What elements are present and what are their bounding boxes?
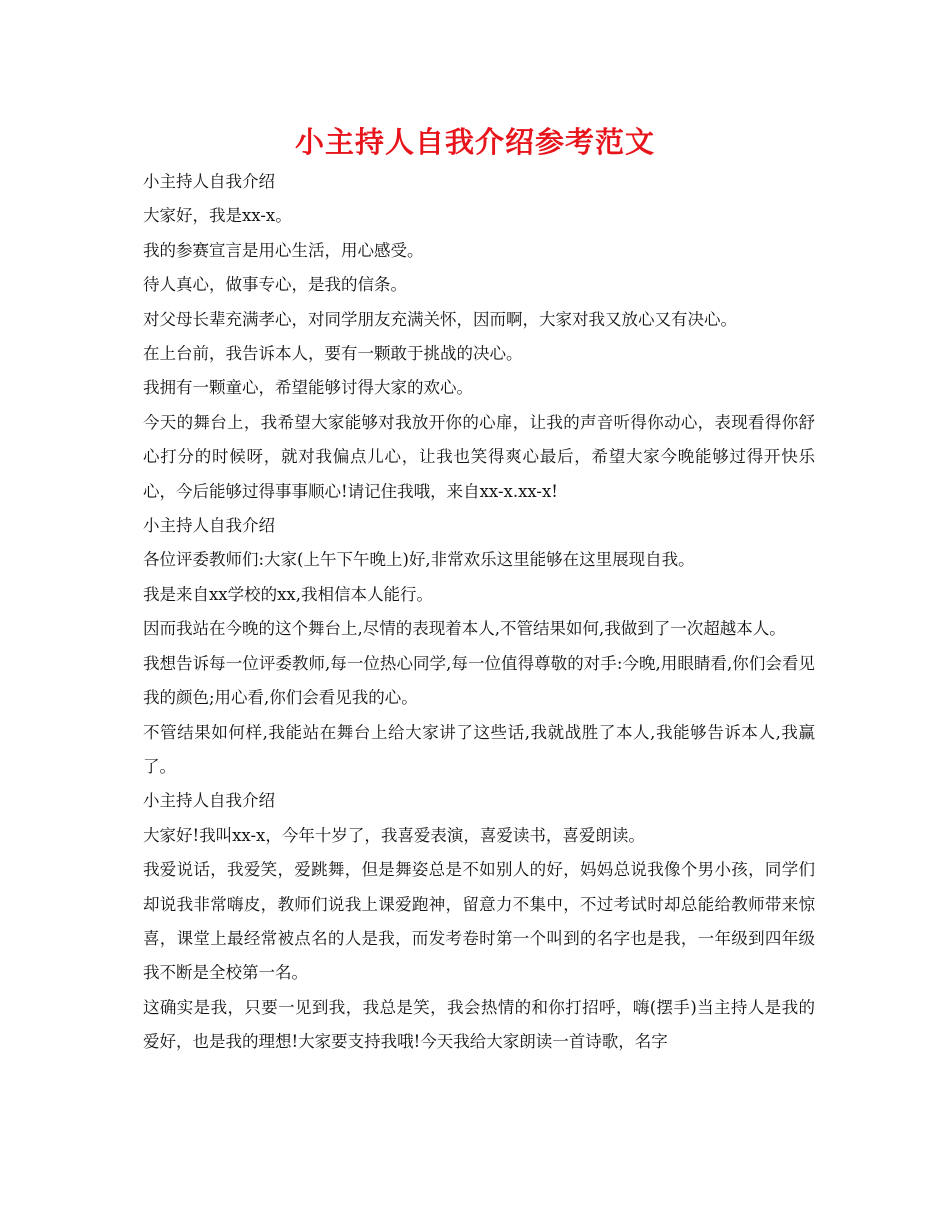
paragraph: 大家好，我是xx-x。 xyxy=(143,206,292,226)
paragraph: 小主持人自我介绍 xyxy=(143,791,275,811)
paragraph: 我想告诉每一位评委教师,每一位热心同学,每一位值得尊敬的对手:今晚,用眼睛看,你们会看见我的颜色;用心看,你们会看见我的心。 xyxy=(143,653,815,708)
paragraph: 今天的舞台上，我希望大家能够对我放开你的心扉，让我的声音听得你动心，表现看得你舒心打分的时候呀，就对我偏点儿心，让我也笑得爽心最后，希望大家今晚能够过得开快乐心，今后能够过得事事顺心!请记住我哦，来自xx-x.xx-x! xyxy=(143,412,815,501)
paragraph: 因而我站在今晚的这个舞台上,尽情的表现着本人,不管结果如何,我做到了一次超越本人。 xyxy=(143,619,786,639)
paragraph: 大家好!我叫xx-x，今年十岁了，我喜爱表演，喜爱读书，喜爱朗读。 xyxy=(143,825,645,845)
paragraph: 待人真心，做事专心，是我的信条。 xyxy=(143,275,407,295)
document-body xyxy=(143,165,815,1060)
paragraph: 在上台前，我告诉本人，要有一颗敢于挑战的决心。 xyxy=(143,344,523,364)
paragraph: 我的参赛宣言是用心生活，用心感受。 xyxy=(143,240,424,260)
paragraph: 这确实是我，只要一见到我，我总是笑，我会热情的和你打招呼，嗨(摆手)当主持人是我的爱好，也是我的理想!大家要支持我哦!今天我给大家朗读一首诗歌，名字 xyxy=(143,997,815,1052)
paragraph: 对父母长辈充满孝心，对同学朋友充满关怀，因而啊，大家对我又放心又有决心。 xyxy=(143,309,737,329)
paragraph: 我拥有一颗童心，希望能够讨得大家的欢心。 xyxy=(143,378,473,398)
paragraph: 不管结果如何样,我能站在舞台上给大家讲了这些话,我就战胜了本人,我能够告诉本人,我赢了。 xyxy=(143,722,815,776)
paragraph: 小主持人自我介绍 xyxy=(143,516,275,536)
paragraph: 我是来自xx学校的xx,我相信本人能行。 xyxy=(143,584,433,604)
paragraph: 小主持人自我介绍 xyxy=(143,172,275,191)
paragraph: 各位评委教师们:大家(上午下午晚上)好,非常欢乐这里能够在这里展现自我。 xyxy=(143,550,695,570)
document-title: 小主持人自我介绍参考范文 xyxy=(294,125,655,159)
paragraph: 我爱说话，我爱笑，爱跳舞，但是舞姿总是不如别人的好，妈妈总说我像个男小孩，同学们却说我非常嗨皮，教师们说我上课爱跑神，留意力不集中，不过考试时却总能给教师带来惊喜，课堂上最经常被点名的人是我，而发考卷时第一个叫到的名字也是我，一年级到四年级我不断是全校第一名。 xyxy=(143,860,815,983)
